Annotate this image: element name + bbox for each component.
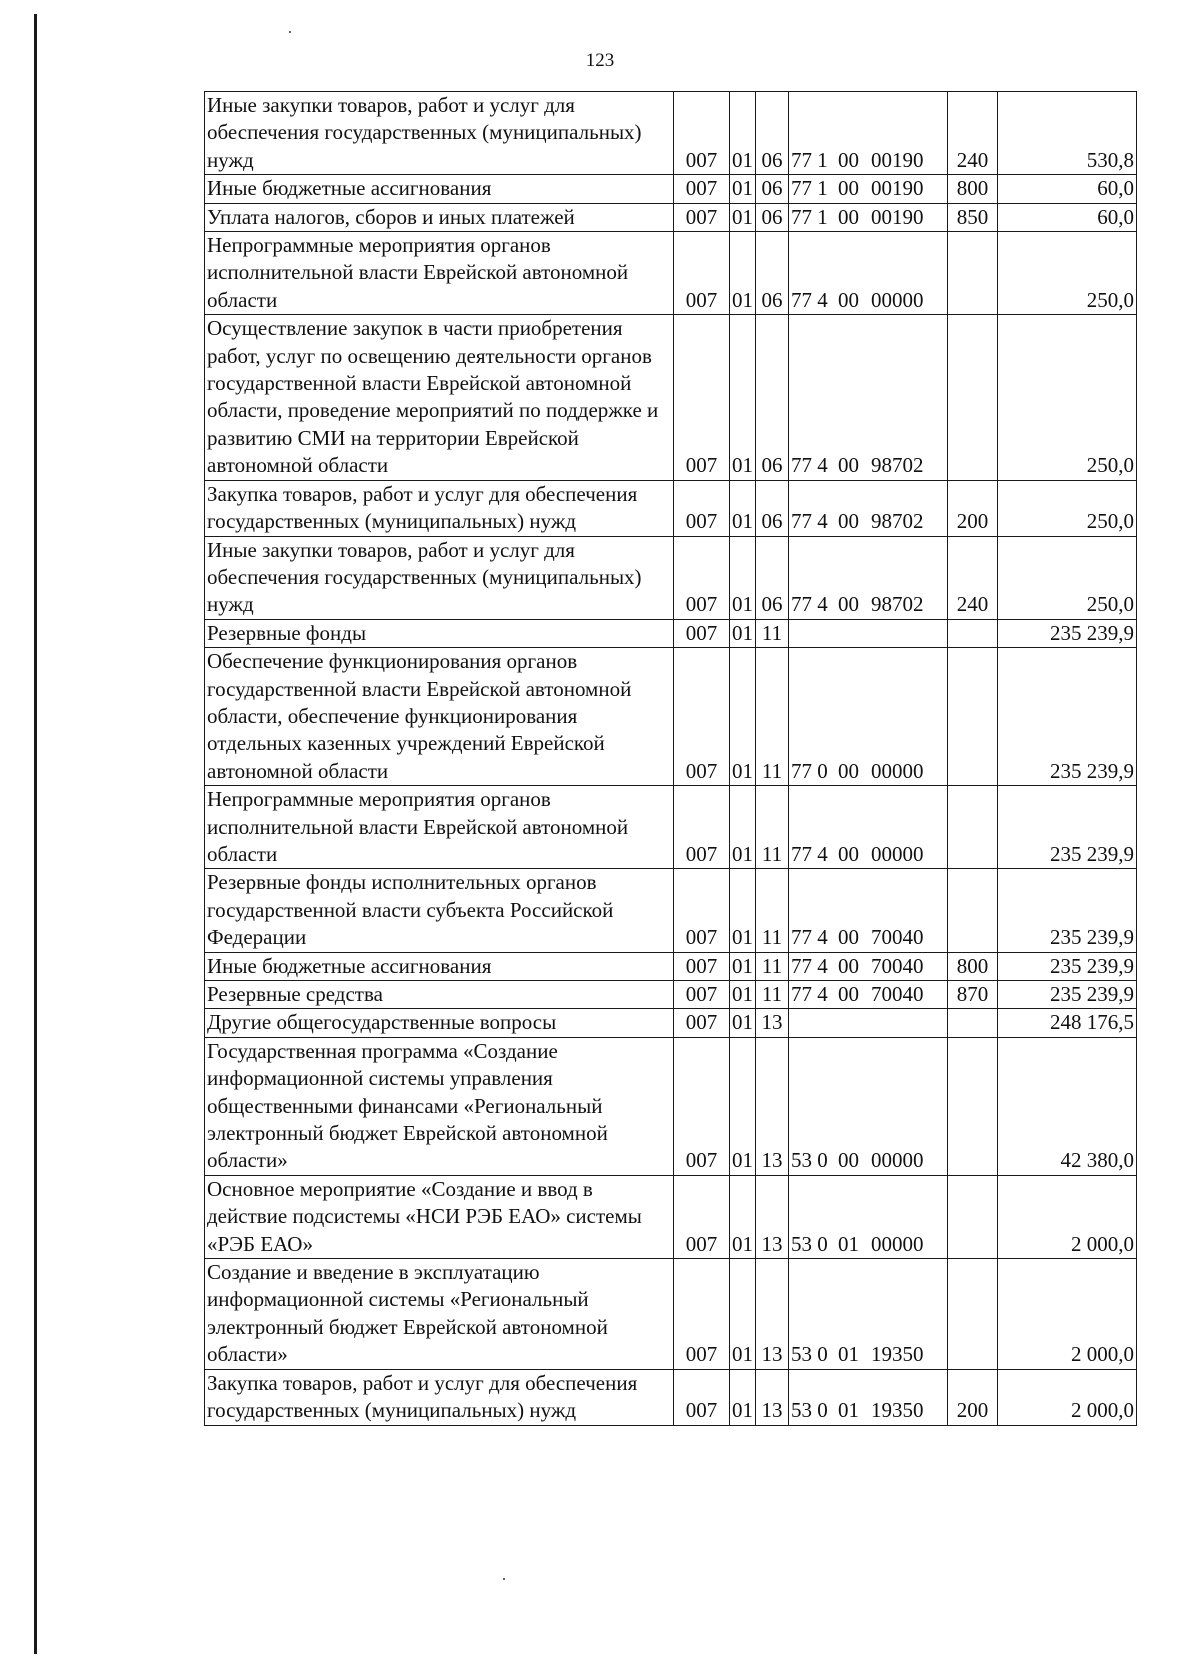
table-row xyxy=(205,1037,1137,1175)
csr-part: 00 xyxy=(838,147,859,172)
row-amount-cell: 248 176,5 xyxy=(998,1009,1137,1037)
csr-part: 77 0 xyxy=(791,758,828,783)
csr-part: 77 4 xyxy=(791,453,828,478)
row-vr-cell: 240 xyxy=(948,92,998,175)
table-row xyxy=(205,1009,1137,1037)
csr-part: 00190 xyxy=(871,204,924,229)
csr-part: 00 xyxy=(838,204,859,229)
row-csr-cell xyxy=(789,175,948,203)
csr-part: 77 4 xyxy=(791,925,828,950)
row-name-cell: Закупка товаров, работ и услуг для обеспечения государственных (муниципальных) нужд xyxy=(205,480,674,536)
row-amount-cell: 250,0 xyxy=(998,480,1137,536)
csr-part: 19350 xyxy=(871,1342,924,1367)
table-row xyxy=(205,981,1137,1009)
csr-part: 77 1 xyxy=(791,147,828,172)
row-grbs-cell: 007 xyxy=(674,1037,730,1175)
row-rz-cell: 01 xyxy=(730,175,756,203)
row-name-cell: Резервные средства xyxy=(205,981,674,1009)
row-grbs-cell: 007 xyxy=(674,92,730,175)
csr-part: 00000 xyxy=(871,1231,924,1256)
row-rz-cell: 01 xyxy=(730,1259,756,1370)
row-grbs-cell: 007 xyxy=(674,786,730,869)
row-csr-cell xyxy=(789,981,948,1009)
csr-part: 53 0 xyxy=(791,1148,828,1173)
row-grbs-cell: 007 xyxy=(674,315,730,480)
row-grbs-cell: 007 xyxy=(674,480,730,536)
row-grbs-cell: 007 xyxy=(674,536,730,619)
row-name-cell: Осуществление закупок в части приобретения работ, услуг по освещению деятельности органов государственной власти Еврейской автономной области, проведение мероприятий по поддержке и развитию СМИ на территории Еврейской автономной области xyxy=(205,315,674,480)
row-name-cell: Непрограммные мероприятия органов исполнительной власти Еврейской автономной области xyxy=(205,232,674,315)
csr-part: 00 xyxy=(838,841,859,866)
row-vr-cell: 240 xyxy=(948,536,998,619)
table-row xyxy=(205,480,1137,536)
table-row xyxy=(205,203,1137,231)
csr-part: 00000 xyxy=(871,841,924,866)
table-row xyxy=(205,1369,1137,1425)
row-csr-cell xyxy=(789,1369,948,1425)
table-row xyxy=(205,536,1137,619)
row-pr-cell: 13 xyxy=(756,1037,789,1175)
csr-part: 77 4 xyxy=(791,509,828,534)
csr-part: 77 4 xyxy=(791,287,828,312)
row-csr-cell xyxy=(789,1037,948,1175)
row-amount-cell: 235 239,9 xyxy=(998,981,1137,1009)
row-vr-cell: 870 xyxy=(948,981,998,1009)
table-row xyxy=(205,952,1137,980)
row-csr-cell xyxy=(789,1175,948,1258)
row-pr-cell: 06 xyxy=(756,203,789,231)
row-pr-cell: 13 xyxy=(756,1369,789,1425)
row-rz-cell: 01 xyxy=(730,619,756,647)
row-amount-cell: 250,0 xyxy=(998,315,1137,480)
row-csr-cell xyxy=(789,1259,948,1370)
row-name-cell: Государственная программа «Создание информационной системы управления общественными финансами «Региональный электронный бюджет Еврейской автономной области» xyxy=(205,1037,674,1175)
row-rz-cell: 01 xyxy=(730,952,756,980)
row-amount-cell: 60,0 xyxy=(998,175,1137,203)
row-pr-cell: 06 xyxy=(756,315,789,480)
row-grbs-cell: 007 xyxy=(674,1009,730,1037)
csr-part: 00 xyxy=(838,176,859,201)
row-pr-cell: 11 xyxy=(756,952,789,980)
row-pr-cell: 06 xyxy=(756,536,789,619)
row-vr-cell xyxy=(948,648,998,786)
csr-part: 77 4 xyxy=(791,841,828,866)
row-rz-cell: 01 xyxy=(730,315,756,480)
row-grbs-cell: 007 xyxy=(674,1259,730,1370)
row-rz-cell: 01 xyxy=(730,1369,756,1425)
csr-part: 00 xyxy=(838,592,859,617)
row-name-cell: Резервные фонды исполнительных органов государственной власти субъекта Российской Федерации xyxy=(205,869,674,952)
row-vr-cell xyxy=(948,1175,998,1258)
csr-part: 98702 xyxy=(871,509,924,534)
row-csr-cell xyxy=(789,232,948,315)
csr-part: 01 xyxy=(838,1398,859,1423)
row-vr-cell xyxy=(948,1037,998,1175)
row-csr-cell xyxy=(789,869,948,952)
table-row xyxy=(205,648,1137,786)
row-grbs-cell: 007 xyxy=(674,648,730,786)
row-vr-cell: 800 xyxy=(948,175,998,203)
row-amount-cell: 235 239,9 xyxy=(998,869,1137,952)
row-amount-cell: 2 000,0 xyxy=(998,1369,1137,1425)
row-rz-cell: 01 xyxy=(730,480,756,536)
row-rz-cell: 01 xyxy=(730,536,756,619)
csr-part: 98702 xyxy=(871,592,924,617)
scan-edge-line xyxy=(34,14,37,1654)
row-amount-cell: 2 000,0 xyxy=(998,1259,1137,1370)
row-name-cell: Обеспечение функционирования органов государственной власти Еврейской автономной области, обеспечение функционирования отдельных казенных учреждений Еврейской автономной области xyxy=(205,648,674,786)
scan-speck xyxy=(503,1578,505,1580)
table-row xyxy=(205,619,1137,647)
row-vr-cell xyxy=(948,1009,998,1037)
csr-part: 00 xyxy=(838,287,859,312)
row-name-cell: Резервные фонды xyxy=(205,619,674,647)
row-pr-cell: 13 xyxy=(756,1259,789,1370)
row-grbs-cell: 007 xyxy=(674,175,730,203)
row-pr-cell: 13 xyxy=(756,1175,789,1258)
row-amount-cell: 60,0 xyxy=(998,203,1137,231)
row-rz-cell: 01 xyxy=(730,648,756,786)
csr-part: 00 xyxy=(838,758,859,783)
table-row xyxy=(205,869,1137,952)
row-csr-cell xyxy=(789,786,948,869)
row-rz-cell: 01 xyxy=(730,869,756,952)
csr-part: 77 1 xyxy=(791,204,828,229)
row-name-cell: Иные бюджетные ассигнования xyxy=(205,952,674,980)
row-rz-cell: 01 xyxy=(730,92,756,175)
table-row xyxy=(205,786,1137,869)
row-amount-cell: 250,0 xyxy=(998,232,1137,315)
csr-part: 70040 xyxy=(871,925,924,950)
row-amount-cell: 42 380,0 xyxy=(998,1037,1137,1175)
table-row xyxy=(205,92,1137,175)
row-csr-cell xyxy=(789,648,948,786)
row-csr-cell xyxy=(789,536,948,619)
row-pr-cell: 06 xyxy=(756,92,789,175)
row-vr-cell xyxy=(948,232,998,315)
csr-part: 77 4 xyxy=(791,982,828,1006)
row-pr-cell: 06 xyxy=(756,480,789,536)
row-rz-cell: 01 xyxy=(730,232,756,315)
csr-part: 53 0 xyxy=(791,1231,828,1256)
csr-part: 00 xyxy=(838,1148,859,1173)
row-pr-cell: 11 xyxy=(756,619,789,647)
csr-part: 00190 xyxy=(871,176,924,201)
csr-part: 19350 xyxy=(871,1398,924,1423)
row-grbs-cell: 007 xyxy=(674,952,730,980)
row-vr-cell xyxy=(948,315,998,480)
row-pr-cell: 06 xyxy=(756,232,789,315)
row-vr-cell: 200 xyxy=(948,1369,998,1425)
row-name-cell: Основное мероприятие «Создание и ввод в действие подсистемы «НСИ РЭБ ЕАО» системы «РЭБ ЕАО» xyxy=(205,1175,674,1258)
row-grbs-cell: 007 xyxy=(674,203,730,231)
csr-part: 77 4 xyxy=(791,592,828,617)
row-csr-cell xyxy=(789,480,948,536)
row-rz-cell: 01 xyxy=(730,981,756,1009)
row-rz-cell: 01 xyxy=(730,1009,756,1037)
page-number: 123 xyxy=(585,50,615,71)
table-row xyxy=(205,232,1137,315)
row-amount-cell: 235 239,9 xyxy=(998,619,1137,647)
row-vr-cell xyxy=(948,1259,998,1370)
csr-part: 00 xyxy=(838,509,859,534)
csr-part: 00000 xyxy=(871,758,924,783)
csr-part: 00000 xyxy=(871,287,924,312)
csr-part: 00 xyxy=(838,982,859,1006)
row-csr-cell xyxy=(789,315,948,480)
row-name-cell: Закупка товаров, работ и услуг для обеспечения государственных (муниципальных) нужд xyxy=(205,1369,674,1425)
row-amount-cell: 250,0 xyxy=(998,536,1137,619)
scan-speck xyxy=(289,31,291,33)
row-name-cell: Другие общегосударственные вопросы xyxy=(205,1009,674,1037)
csr-part: 00000 xyxy=(871,1148,924,1173)
row-rz-cell: 01 xyxy=(730,1037,756,1175)
csr-part: 70040 xyxy=(871,982,924,1006)
row-name-cell: Иные бюджетные ассигнования xyxy=(205,175,674,203)
row-grbs-cell: 007 xyxy=(674,1369,730,1425)
row-csr-cell xyxy=(789,1009,948,1037)
row-vr-cell: 850 xyxy=(948,203,998,231)
budget-table xyxy=(204,91,1137,1426)
row-vr-cell: 200 xyxy=(948,480,998,536)
csr-part: 53 0 xyxy=(791,1342,828,1367)
row-rz-cell: 01 xyxy=(730,1175,756,1258)
csr-part: 53 0 xyxy=(791,1398,828,1423)
row-pr-cell: 11 xyxy=(756,786,789,869)
table-row xyxy=(205,1175,1137,1258)
row-name-cell: Создание и введение в эксплуатацию информационной системы «Региональный электронный бюджет Еврейской автономной области» xyxy=(205,1259,674,1370)
csr-part: 00 xyxy=(838,953,859,978)
row-amount-cell: 235 239,9 xyxy=(998,786,1137,869)
csr-part: 77 1 xyxy=(791,176,828,201)
row-csr-cell xyxy=(789,952,948,980)
csr-part: 01 xyxy=(838,1231,859,1256)
row-grbs-cell: 007 xyxy=(674,981,730,1009)
row-grbs-cell: 007 xyxy=(674,619,730,647)
csr-part: 70040 xyxy=(871,953,924,978)
row-amount-cell: 235 239,9 xyxy=(998,648,1137,786)
row-pr-cell: 13 xyxy=(756,1009,789,1037)
row-pr-cell: 11 xyxy=(756,981,789,1009)
row-csr-cell xyxy=(789,619,948,647)
table-row xyxy=(205,175,1137,203)
row-name-cell: Иные закупки товаров, работ и услуг для обеспечения государственных (муниципальных) нужд xyxy=(205,536,674,619)
table-row xyxy=(205,1259,1137,1370)
row-amount-cell: 2 000,0 xyxy=(998,1175,1137,1258)
row-vr-cell xyxy=(948,619,998,647)
csr-part: 00190 xyxy=(871,147,924,172)
row-rz-cell: 01 xyxy=(730,786,756,869)
row-pr-cell: 11 xyxy=(756,648,789,786)
row-grbs-cell: 007 xyxy=(674,1175,730,1258)
row-csr-cell xyxy=(789,92,948,175)
row-amount-cell: 530,8 xyxy=(998,92,1137,175)
row-name-cell: Уплата налогов, сборов и иных платежей xyxy=(205,203,674,231)
row-name-cell: Непрограммные мероприятия органов исполнительной власти Еврейской автономной области xyxy=(205,786,674,869)
csr-part: 00 xyxy=(838,925,859,950)
csr-part: 98702 xyxy=(871,453,924,478)
row-vr-cell xyxy=(948,786,998,869)
row-vr-cell xyxy=(948,869,998,952)
csr-part: 01 xyxy=(838,1342,859,1367)
row-amount-cell: 235 239,9 xyxy=(998,952,1137,980)
csr-part: 77 4 xyxy=(791,953,828,978)
row-pr-cell: 06 xyxy=(756,175,789,203)
row-csr-cell xyxy=(789,203,948,231)
row-grbs-cell: 007 xyxy=(674,232,730,315)
row-pr-cell: 11 xyxy=(756,869,789,952)
row-grbs-cell: 007 xyxy=(674,869,730,952)
row-vr-cell: 800 xyxy=(948,952,998,980)
row-rz-cell: 01 xyxy=(730,203,756,231)
table-row xyxy=(205,315,1137,480)
csr-part: 00 xyxy=(838,453,859,478)
row-name-cell: Иные закупки товаров, работ и услуг для обеспечения государственных (муниципальных) нужд xyxy=(205,92,674,175)
